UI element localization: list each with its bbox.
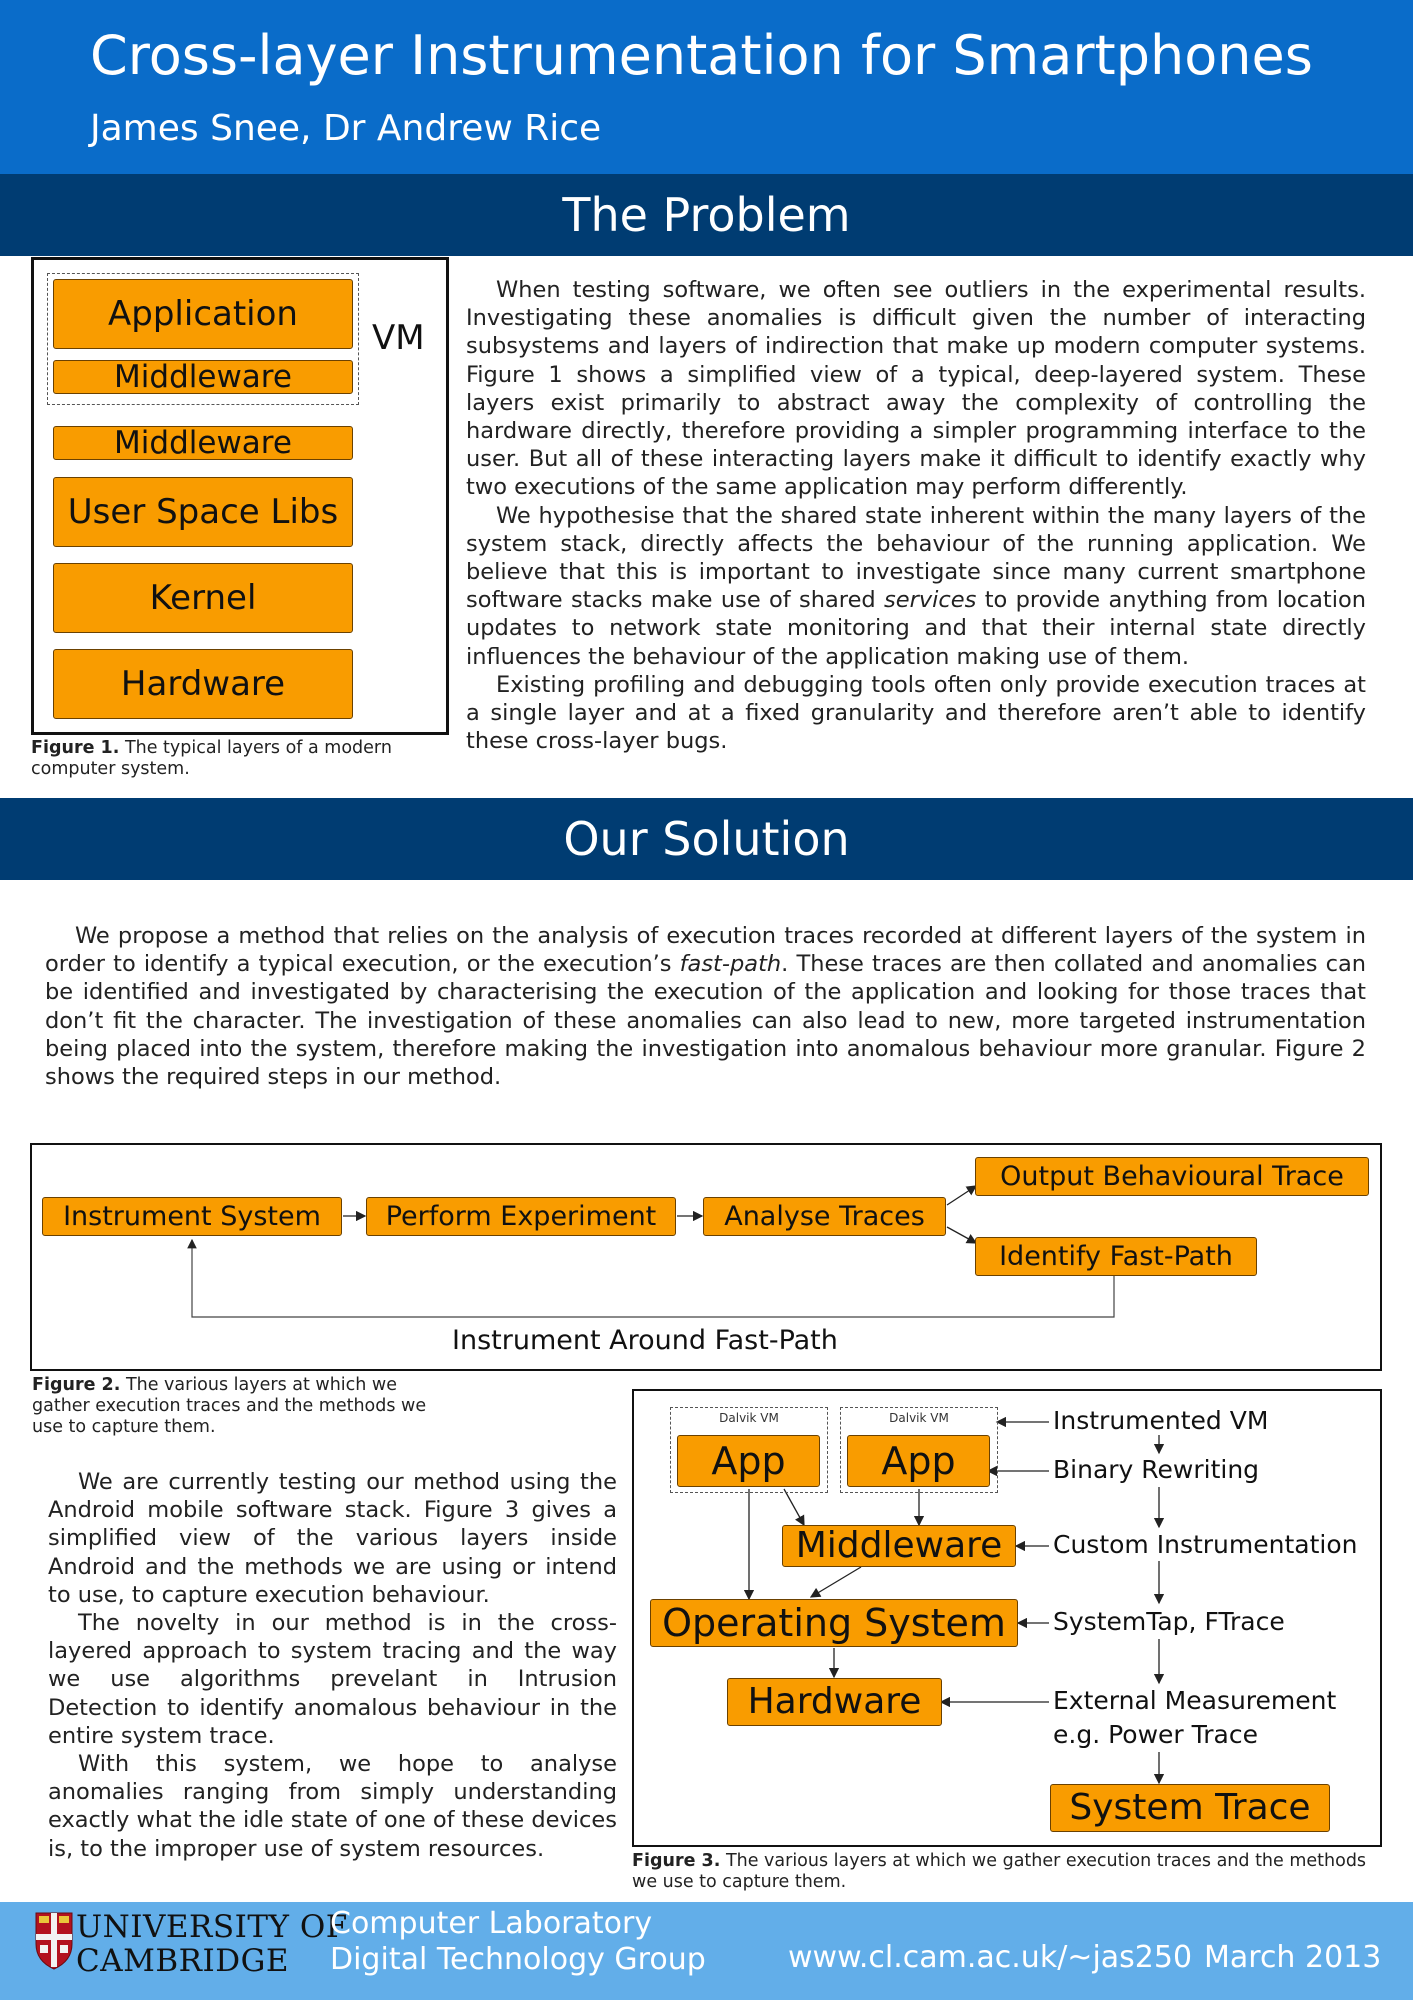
feedback-instrument-around-fast-path: Instrument Around Fast-Path: [452, 1325, 838, 1356]
figure-2-method-flow: [30, 1143, 1382, 1371]
layer-kernel: Kernel: [53, 563, 353, 633]
poster-date: March 2013: [1204, 1940, 1382, 1975]
lab-name-line1: Computer Laboratory: [330, 1906, 653, 1941]
poster-footer: [0, 1902, 1413, 2000]
section-heading-problem: The Problem: [0, 174, 1413, 256]
hardware-box: Hardware: [727, 1678, 942, 1726]
method-systemtap-ftrace: SystemTap, FTrace: [1053, 1607, 1285, 1636]
university-name-line2: CAMBRIDGE: [76, 1943, 289, 1979]
method-external-measurement: External Measurement: [1053, 1686, 1337, 1715]
cambridge-crest-logo: [35, 1912, 73, 1970]
figure-3-caption: [632, 1851, 1382, 1893]
figure-2-caption-label: Figure 2.: [32, 1375, 121, 1395]
app-box-2: App: [847, 1435, 990, 1487]
figure-1-layers: [31, 257, 449, 735]
lab-name-line2: Digital Technology Group: [330, 1942, 706, 1977]
lab-name: [330, 1906, 706, 1978]
step-instrument-system: Instrument System: [42, 1197, 342, 1236]
layer-middleware-vm: Middleware: [53, 360, 353, 394]
layer-application: Application: [53, 279, 353, 349]
problem-paragraph-2: We hypothesise that the shared state inherent within the many layers of the system stack, directly affects the behaviour of the running application. We believe that this is important to investigate since many current smartphone software stacks make use of shared services to provide anything from location updates to network state monitoring and that their internal state directly influences the behaviour of the application making use of them.: [466, 502, 1366, 670]
solution-lower-text: [48, 1468, 617, 1863]
poster-title: Cross-layer Instrumentation for Smartphones: [90, 24, 1313, 87]
vm-label: VM: [372, 318, 425, 358]
output-behavioural-trace: Output Behavioural Trace: [975, 1157, 1369, 1196]
poster-authors: James Snee, Dr Andrew Rice: [90, 108, 602, 149]
figure-3-android-layers: [632, 1389, 1382, 1847]
figure-1-caption-text: The typical layers of a modern computer system.: [31, 738, 392, 779]
output-identify-fast-path: Identify Fast-Path: [975, 1237, 1257, 1276]
solution-paragraph-4: With this system, we hope to analyse anomalies ranging from simply understanding exactly what the idle state of one of these devices is, to the improper use of system resources.: [48, 1751, 617, 1862]
figure-2-caption-text: The various layers at which we gather execution traces and the methods we use to capture them.: [32, 1375, 427, 1437]
step-perform-experiment: Perform Experiment: [366, 1197, 676, 1236]
step-analyse-traces: Analyse Traces: [703, 1197, 946, 1236]
method-custom-instrumentation: Custom Instrumentation: [1053, 1530, 1358, 1559]
contact-url[interactable]: www.cl.cam.ac.uk/~jas250: [788, 1940, 1193, 1975]
figure-1-caption: [31, 738, 451, 780]
layer-hardware: Hardware: [53, 649, 353, 719]
university-name: [76, 1910, 348, 1978]
figure-3-caption-text: The various layers at which we gather execution traces and the methods we use to capture them.: [632, 1851, 1367, 1892]
app-box-1: App: [677, 1435, 820, 1487]
figure-3-caption-label: Figure 3.: [632, 1851, 721, 1871]
problem-text: [466, 276, 1366, 755]
university-name-line1: UNIVERSITY OF: [76, 1909, 348, 1945]
poster-header: [0, 0, 1413, 174]
method-binary-rewriting: Binary Rewriting: [1053, 1455, 1260, 1484]
method-power-trace: e.g. Power Trace: [1053, 1720, 1258, 1749]
layer-user-space-libs: User Space Libs: [53, 477, 353, 547]
layer-middleware: Middleware: [53, 426, 353, 460]
solution-paragraph-2: We are currently testing our method using the Android mobile software stack. Figure 3 gives a simplified view of the various layers inside Android and the methods we are using or intend to use, to capture execution behaviour.: [48, 1469, 617, 1608]
problem-paragraph-3: Existing profiling and debugging tools often only provide execution traces at a single layer and at a fixed granularity and therefore aren’t able to identify these cross-layer bugs.: [466, 671, 1366, 755]
system-trace-box: System Trace: [1050, 1784, 1330, 1832]
operating-system-box: Operating System: [650, 1599, 1018, 1647]
problem-paragraph-1: When testing software, we often see outliers in the experimental results. Investigating these anomalies is difficult given the number of interacting subsystems and layers of indirection that make up modern computer systems. Figure 1 shows a simplified view of a typical, deep-layered system. These layers exist primarily to abstract away the complexity of controlling the hardware directly, therefore providing a simpler programming interface to the user. But all of these interacting layers make it difficult to identify exactly why two executions of the same application may perform differently.: [466, 277, 1366, 501]
figure-2-caption: [32, 1375, 432, 1438]
section-heading-solution: Our Solution: [0, 798, 1413, 880]
method-instrumented-vm: Instrumented VM: [1053, 1406, 1269, 1435]
solution-text: [45, 922, 1366, 1091]
figure-1-caption-label: Figure 1.: [31, 738, 120, 758]
dalvik-vm-label-1: Dalvik VM: [719, 1411, 779, 1425]
solution-paragraph-1: We propose a method that relies on the analysis of execution traces recorded at different layers of the system in order to identify a typical execution, or the execution’s fast-path. These traces are then collated and anomalies can be identified and investigated by characterising the execution of the application and looking for those traces that don’t fit the character. The investigation of these anomalies can also lead to new, more targeted instrumentation being placed into the system, therefore making the investigation into anomalous behaviour more granular. Figure 2 shows the required steps in our method.: [45, 923, 1367, 1091]
middleware-box: Middleware: [782, 1525, 1016, 1567]
solution-paragraph-3: The novelty in our method is in the cross-layered approach to system tracing and the way we use algorithms prevelant in Intrusion Detection to identify anomalous behaviour in the entire system trace.: [48, 1610, 617, 1749]
dalvik-vm-label-2: Dalvik VM: [889, 1411, 949, 1425]
